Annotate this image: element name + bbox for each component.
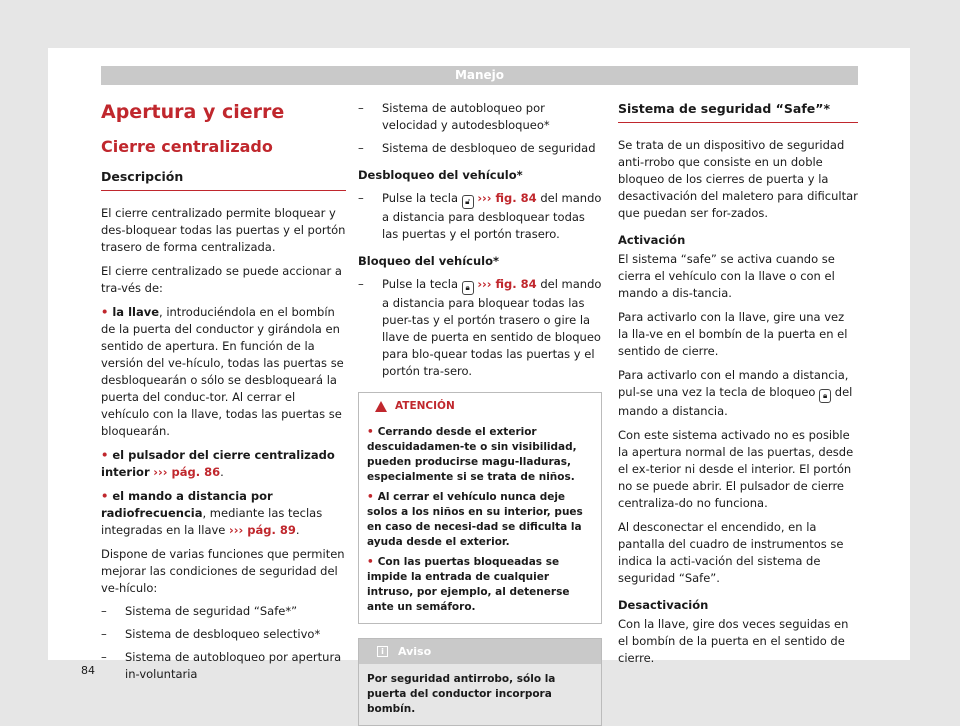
- paragraph: El cierre centralizado se puede accionar a tra-vés de:: [101, 264, 342, 295]
- list-item-text: Sistema de desbloqueo selectivo*: [125, 627, 321, 641]
- section-heading-wrap: [101, 168, 346, 191]
- paragraph: [618, 367, 858, 420]
- page-subtitle: Cierre centralizado: [101, 137, 273, 156]
- list-item: [358, 100, 602, 134]
- note-title: Aviso: [398, 645, 432, 658]
- list-item-text: Sistema de autobloqueo por apertura in-voluntaria: [125, 650, 342, 681]
- lock-key-icon: 🔒︎: [819, 389, 831, 403]
- dash-marker: –: [358, 277, 364, 291]
- note-icon: i: [377, 646, 388, 657]
- list-item-text: Sistema de desbloqueo de seguridad: [382, 141, 596, 155]
- dash-marker: –: [358, 191, 364, 205]
- paragraph: Con este sistema activado no es posible la apertura normal de las puertas, desde el ex-terior ni desde el interior. El portón no se puede abrir. El pulsador de cierre centraliza-do no funciona.: [618, 428, 854, 510]
- bullet-icon: •: [367, 426, 374, 438]
- manual-page: [48, 48, 910, 715]
- dash-marker: –: [358, 141, 364, 155]
- warning-item: [367, 490, 593, 550]
- bullet-icon: •: [367, 491, 374, 503]
- bullet-item: • el mando a distancia por radiofrecuencia, mediante las teclas integradas en la llave ››› pág. 89.: [101, 489, 323, 537]
- paragraph: Se trata de un dispositivo de seguridad anti-rrobo que consiste en un doble bloqueo de los cierres de puerta y la desactivación del maletero para dificultar que puedan ser for-zados.: [618, 138, 858, 220]
- subheading-activation: Activación: [618, 233, 686, 247]
- page-title: Apertura y cierre: [101, 101, 285, 123]
- warning-item: [367, 425, 593, 485]
- note-body: Por seguridad antirrobo, sólo la puerta del conductor incorpora bombín.: [367, 673, 556, 715]
- paragraph: El cierre centralizado permite bloquear y des-bloquear todas las puertas y el portón trasero de forma centralizada.: [101, 206, 346, 254]
- subheading-lock: Bloqueo del vehículo*: [358, 254, 499, 268]
- text: del mando a distancia para desbloquear todas las puertas y el portón trasero.: [382, 191, 602, 241]
- warning-item-text: Con las puertas bloqueadas se impide la entrada de cualquier intruso, por ejemplo, al detenerse ante un semáforo.: [367, 556, 570, 613]
- list-item-text: [382, 276, 602, 380]
- warning-body: [359, 418, 601, 623]
- paragraph: Dispone de varias funciones que permiten mejorar las condiciones de seguridad del ve-hículo:: [101, 547, 345, 595]
- bullet-item: [101, 304, 346, 440]
- dash-marker: –: [101, 627, 107, 641]
- section-heading-wrap: [618, 100, 858, 123]
- bullet-bold: el mando a distancia por radiofrecuencia: [101, 489, 273, 520]
- column-2: [358, 100, 602, 726]
- bullet-icon: •: [101, 305, 109, 319]
- subheading-unlock: Desbloqueo del vehículo*: [358, 168, 523, 182]
- text: Pulse la tecla: [382, 277, 458, 291]
- warning-title: ATENCIÓN: [395, 400, 455, 412]
- list-item: [101, 603, 346, 620]
- list-item: [358, 140, 602, 157]
- section-heading: Sistema de seguridad “Safe”*: [618, 101, 830, 116]
- warning-header: [359, 393, 601, 418]
- warning-item-text: Cerrando desde el exterior descuidadamen-te o sin visibilidad, pueden producirse magu-lladuras, especialmente si se trata de niños.: [367, 426, 577, 483]
- text: Para activarlo con el mando a distancia, pul-se una vez la tecla de bloqueo: [618, 368, 849, 399]
- lock-key-icon: 🔒︎: [462, 281, 474, 295]
- bullet-icon: •: [101, 448, 109, 462]
- list-item: [101, 649, 346, 683]
- column-3: [618, 100, 858, 667]
- column-1: [101, 95, 346, 683]
- bullet-bold: el pulsador del cierre centralizado interior: [101, 448, 335, 479]
- warning-item-text: Al cerrar el vehículo nunca deje solos a los niños en su interior, pues en caso de necesi-dad se dificulta la ayuda desde el exterior.: [367, 491, 583, 548]
- list-item-text: Sistema de autobloqueo por velocidad y autodesbloqueo*: [382, 101, 550, 132]
- bullet-icon: •: [367, 556, 374, 568]
- bullet-icon: •: [101, 489, 109, 503]
- subheading-deactivation: Desactivación: [618, 598, 709, 612]
- text: del mando a distancia.: [618, 385, 853, 418]
- bullet-bold: la llave: [112, 305, 160, 319]
- list-item-text: [382, 190, 602, 243]
- paragraph: Con la llave, gire dos veces seguidas en el bombín de la puerta en el sentido de cierre.: [618, 617, 849, 665]
- warning-triangle-icon: [375, 401, 387, 412]
- dash-marker: –: [101, 604, 107, 618]
- bullet-text: , introduciéndola en el bombín de la puerta del conductor y girándola en sentido de apertura. En función de la versión del ve-hículo, todas las puertas se desbloquearán o sólo se desbloqueará la puerta del conduc-tor. Al cerrar el vehículo con la llave, todas las puertas se bloquearán.: [101, 305, 344, 438]
- dash-marker: –: [358, 101, 364, 115]
- list-item-text: Sistema de seguridad “Safe*”: [125, 604, 298, 618]
- list-item: [358, 276, 602, 380]
- figure-reference-link[interactable]: ››› fig. 84: [477, 277, 537, 291]
- page-reference-link[interactable]: ››› pág. 86: [153, 465, 221, 479]
- page-number: 84: [81, 664, 95, 677]
- paragraph: Al desconectar el encendido, en la pantalla del cuadro de instrumentos se indica la acti-vación del sistema de seguridad “Safe”.: [618, 520, 844, 585]
- bullet-text: , mediante las teclas integradas en la llave: [101, 506, 323, 537]
- text: del mando a distancia para bloquear todas las puer-tas y el portón trasero o gire la llave de puerta en sentido de bloqueo para blo-quear todas las puertas y el portón tra-sero.: [382, 277, 602, 378]
- paragraph: El sistema “safe” se activa cuando se cierra el vehículo con la llave o con el mando a dis-tancia.: [618, 252, 835, 300]
- paragraph: Para activarlo con la llave, gire una vez la lla-ve en el bombín de la puerta en el sentido de cierre.: [618, 310, 848, 358]
- page-reference-link[interactable]: ››› pág. 89: [229, 523, 296, 537]
- list-item: [358, 190, 602, 243]
- text: Pulse la tecla: [382, 191, 458, 205]
- note-header: [359, 639, 601, 664]
- warning-item: [367, 555, 593, 615]
- note-box: [358, 638, 602, 726]
- section-heading: Descripción: [101, 169, 184, 184]
- section-header: Manejo: [101, 66, 858, 85]
- unlock-key-icon: 🔓︎: [462, 195, 474, 209]
- bullet-item: • el pulsador del cierre centralizado interior ››› pág. 86.: [101, 448, 335, 479]
- warning-box: [358, 392, 602, 624]
- list-item: [101, 626, 346, 643]
- figure-reference-link[interactable]: ››› fig. 84: [477, 191, 537, 205]
- dash-marker: –: [101, 650, 107, 664]
